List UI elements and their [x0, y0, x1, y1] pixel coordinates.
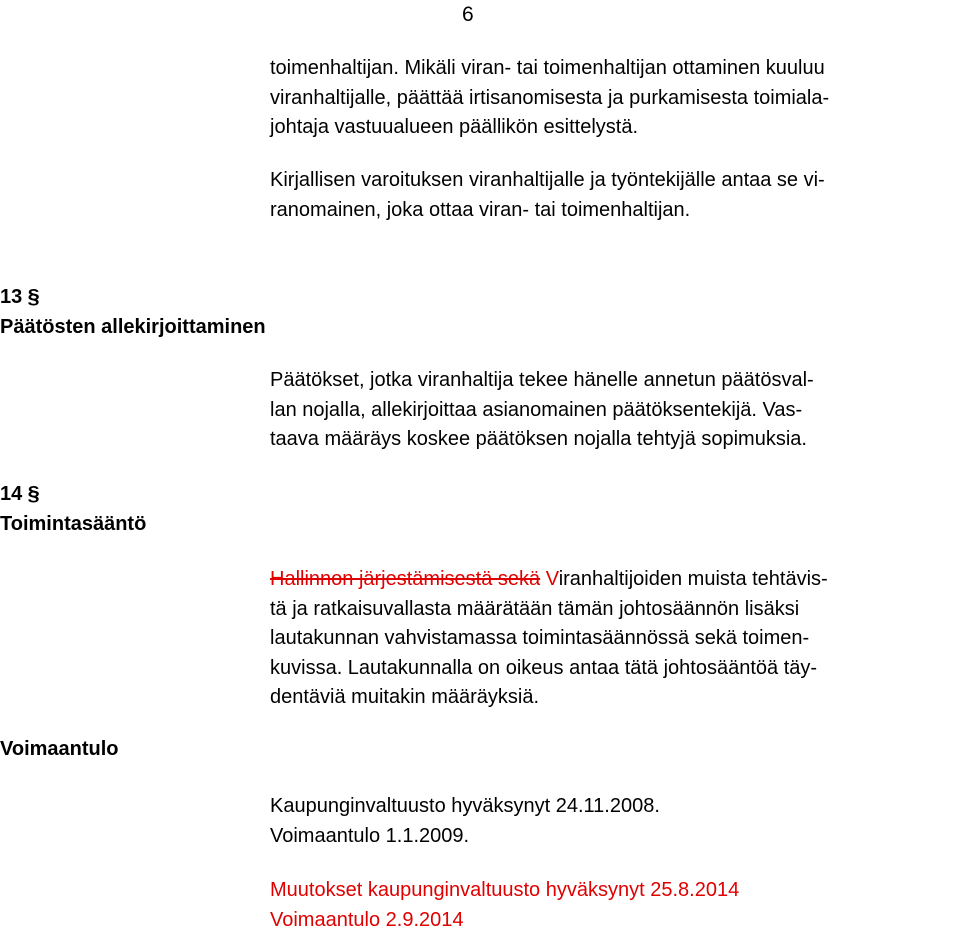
text-line-with-revisions	[270, 565, 960, 595]
section-sign-icon: §	[27, 282, 39, 312]
effective-body	[270, 792, 960, 851]
inserted-text: V	[546, 568, 559, 590]
amendment-body	[270, 876, 960, 935]
section-14-title: Toimintasääntö	[0, 509, 146, 539]
effective-heading: Voimaantulo	[0, 734, 119, 764]
intro-paragraph-2	[270, 166, 960, 225]
text-line: viranhaltijalle, päättää irtisanomisesta ja purkamisesta toimiala-	[270, 84, 960, 114]
text-line: toimenhaltijan. Mikäli viran- tai toimenhaltijan ottaminen kuuluu	[270, 54, 960, 84]
section-14-number-line	[0, 479, 146, 509]
text-line: Päätökset, jotka viranhaltija tekee hänelle annetun päätösval-	[270, 366, 960, 396]
section-number: 14	[0, 483, 22, 505]
text-line: lan nojalla, allekirjoittaa asianomainen päätöksentekijä. Vas-	[270, 396, 960, 426]
text-line: johtaja vastuualueen päällikön esittelystä.	[270, 113, 960, 143]
amendment-approval-line: Muutokset kaupunginvaltuusto hyväksynyt 25.8.2014	[270, 876, 960, 906]
text-line: lautakunnan vahvistamassa toimintasäännössä sekä toimen-	[270, 624, 960, 654]
intro-paragraph-1	[270, 54, 960, 143]
amendment-effective-line: Voimaantulo 2.9.2014	[270, 906, 960, 935]
page-number: 6	[462, 2, 474, 28]
text-line: tä ja ratkaisuvallasta määrätään tämän johtosäännön lisäksi	[270, 595, 960, 625]
text-fragment: iranhaltijoiden muista tehtävis-	[559, 568, 828, 590]
text-line: ranomainen, joka ottaa viran- tai toimenhaltijan.	[270, 196, 960, 226]
section-14-body	[270, 565, 960, 713]
section-14-heading	[0, 479, 146, 539]
text-line: Kirjallisen varoituksen viranhaltijalle ja työntekijälle antaa se vi-	[270, 166, 960, 196]
approval-line: Kaupunginvaltuusto hyväksynyt 24.11.2008.	[270, 792, 960, 822]
text-line: kuvissa. Lautakunnalla on oikeus antaa tätä johtosääntöä täy-	[270, 654, 960, 684]
section-13-body	[270, 366, 960, 455]
text-line: dentäviä muitakin määräyksiä.	[270, 683, 960, 713]
section-13-title: Päätösten allekirjoittaminen	[0, 312, 266, 342]
section-number: 13	[0, 286, 22, 308]
text-line: taava määräys koskee päätöksen nojalla tehtyjä sopimuksia.	[270, 425, 960, 455]
section-13-heading	[0, 282, 266, 342]
section-sign-icon: §	[27, 479, 39, 509]
effective-date-line: Voimaantulo 1.1.2009.	[270, 822, 960, 852]
deleted-text: Hallinnon järjestämisestä sekä	[270, 568, 540, 590]
section-13-number-line	[0, 282, 266, 312]
